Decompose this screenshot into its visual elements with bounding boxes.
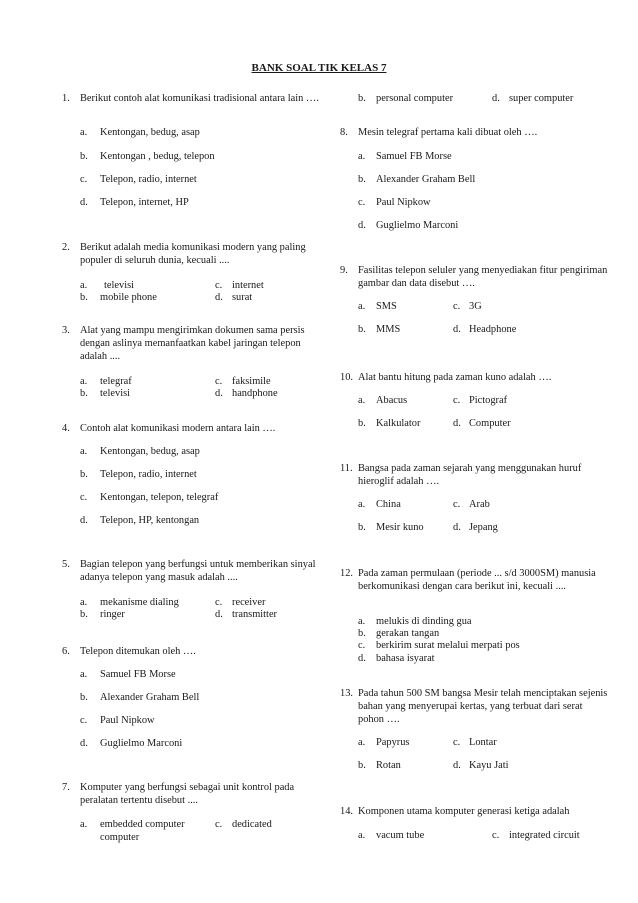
option-letter: a. (358, 151, 366, 162)
option-letter: a. (358, 499, 366, 510)
option-text: Telepon, radio, internet (100, 469, 197, 480)
option-text: Kentongan, bedug, asap (100, 127, 200, 138)
question-text: Pada tahun 500 SM bangsa Mesir telah menciptakan sejenis bahan yang menyerupai kertas, yang terbuat dari serat pohon …. (358, 688, 608, 725)
option-text: telegraf (100, 376, 132, 387)
option-text: Papyrus (376, 737, 410, 748)
option-text: mobile phone (100, 292, 157, 303)
option-text: mekanisme dialing (100, 597, 179, 608)
option-text: vacum tube (376, 830, 425, 841)
option-text: SMS (376, 301, 397, 312)
option-text: Arab (469, 499, 490, 510)
option-letter: b. (80, 692, 88, 703)
question-text: Komponen utama komputer generasi ketiga adalah (358, 806, 570, 817)
question-text: Bangsa pada zaman sejarah yang menggunakan huruf hieroglif adalah …. (358, 463, 582, 487)
option-text: Guglielmo Marconi (376, 220, 459, 231)
option-letter: d. (453, 760, 461, 771)
option-text: surat (232, 292, 253, 303)
question-text: Pada zaman permulaan (periode ... s/d 3000SM) manusia berkomunikasi dengan cara berikut ini, kecuali .... (358, 568, 596, 592)
option-text: Lontar (469, 737, 497, 748)
option-letter: d. (80, 515, 88, 526)
option-text: gerakan tangan (376, 628, 440, 639)
question-number: 14. (340, 806, 353, 817)
question-number: 5. (62, 559, 70, 570)
option-letter: c. (215, 280, 223, 291)
option-letter: d. (453, 522, 461, 533)
option-text: embedded computer computer (100, 819, 185, 843)
option-letter: b. (358, 324, 366, 335)
option-text: Guglielmo Marconi (100, 738, 183, 749)
option-letter: b. (358, 418, 366, 429)
option-text: super computer (509, 93, 574, 104)
question-text: Alat yang mampu mengirimkan dokumen sama persis dengan aslinya memanfaatkan kabel jaringan telepon adalah .... (80, 325, 305, 362)
option-text: Paul Nipkow (100, 715, 155, 726)
question-number: 6. (62, 646, 70, 657)
option-letter: d. (80, 738, 88, 749)
option-text: MMS (376, 324, 401, 335)
option-text: televisi (100, 388, 131, 399)
option-text: Telepon, radio, internet (100, 174, 197, 185)
option-letter: a. (80, 669, 88, 680)
option-letter: a. (358, 737, 366, 748)
option-text: China (376, 499, 401, 510)
option-letter: c. (80, 492, 88, 503)
option-letter: a. (80, 819, 88, 830)
option-text: Kalkulator (376, 418, 421, 429)
option-letter: c. (492, 830, 500, 841)
question-number: 4. (62, 423, 70, 434)
option-letter: b. (80, 609, 88, 620)
option-text: ringer (100, 609, 125, 620)
question-text: Mesin telegraf pertama kali dibuat oleh …. (358, 127, 538, 138)
option-text: Kayu Jati (469, 760, 509, 771)
option-letter: d. (358, 653, 366, 664)
option-text: Samuel FB Morse (376, 151, 452, 162)
option-text: Kentongan, telepon, telegraf (100, 492, 219, 503)
question-text: Berikut contoh alat komunikasi tradisional antara lain …. (80, 93, 319, 104)
option-letter: c. (453, 301, 461, 312)
option-letter: c. (80, 174, 88, 185)
option-letter: a. (80, 446, 88, 457)
option-letter: c. (215, 819, 223, 830)
option-letter: d. (492, 93, 500, 104)
option-letter: c. (453, 737, 461, 748)
option-letter: d. (215, 388, 223, 399)
option-text: Rotan (376, 760, 401, 771)
option-text: receiver (232, 597, 266, 608)
option-letter: a. (358, 616, 366, 627)
question-text: Berikut adalah media komunikasi modern yang paling populer di seluruh dunia, kecuali .... (80, 242, 306, 266)
option-letter: d. (80, 197, 88, 208)
option-letter: c. (453, 499, 461, 510)
option-letter: b. (358, 93, 366, 104)
option-letter: a. (358, 301, 366, 312)
option-letter: d. (453, 324, 461, 335)
option-text: melukis di dinding gua (376, 616, 472, 627)
option-letter: b. (80, 469, 88, 480)
option-text: dedicated (232, 819, 272, 830)
option-letter: b. (358, 628, 366, 639)
option-letter: b. (80, 388, 88, 399)
question-number: 13. (340, 688, 353, 699)
option-text: integrated circuit (509, 830, 580, 841)
option-text: internet (232, 280, 264, 291)
option-letter: b. (358, 522, 366, 533)
question-number: 8. (340, 127, 348, 138)
option-letter: d. (453, 418, 461, 429)
option-text: berkirim surat melalui merpati pos (376, 640, 520, 651)
option-letter: c. (358, 640, 366, 651)
question-text: Fasilitas telepon seluler yang menyediakan fitur pengiriman gambar dan data disebut …. (358, 265, 608, 289)
option-letter: a. (358, 830, 366, 841)
option-letter: c. (215, 597, 223, 608)
question-number: 12. (340, 568, 353, 579)
option-text: Samuel FB Morse (100, 669, 176, 680)
option-text: Alexander Graham Bell (376, 174, 476, 185)
option-letter: b. (358, 174, 366, 185)
question-text: Alat bantu hitung pada zaman kuno adalah …. (358, 372, 552, 383)
option-text: handphone (232, 388, 278, 399)
question-number: 11. (340, 463, 353, 474)
option-text: Paul Nipkow (376, 197, 431, 208)
option-text: Kentongan, bedug, asap (100, 446, 200, 457)
option-letter: c. (80, 715, 88, 726)
option-text: 3G (469, 301, 482, 312)
option-letter: d. (358, 220, 366, 231)
page-title: BANK SOAL TIK KELAS 7 (251, 62, 387, 74)
option-text: faksimile (232, 376, 271, 387)
option-letter: d. (215, 292, 223, 303)
option-text: televisi (104, 280, 135, 291)
option-text: personal computer (376, 93, 454, 104)
option-letter: a. (80, 280, 88, 291)
question-number: 3. (62, 325, 70, 336)
option-letter: c. (453, 395, 461, 406)
option-letter: b. (358, 760, 366, 771)
option-text: Telepon, internet, HP (100, 197, 189, 208)
option-letter: d. (215, 609, 223, 620)
question-number: 9. (340, 265, 348, 276)
option-text: Headphone (469, 324, 517, 335)
option-letter: c. (215, 376, 223, 387)
option-text: Alexander Graham Bell (100, 692, 200, 703)
question-number: 2. (62, 242, 70, 253)
option-letter: a. (80, 127, 88, 138)
option-text: Computer (469, 418, 511, 429)
option-text: Abacus (376, 395, 408, 406)
option-text: transmitter (232, 609, 278, 620)
option-text: Pictograf (469, 395, 508, 406)
option-letter: c. (358, 197, 366, 208)
option-text: Telepon, HP, kentongan (100, 515, 200, 526)
option-text: Jepang (469, 522, 498, 533)
option-letter: b. (80, 151, 88, 162)
option-letter: a. (80, 597, 88, 608)
question-text: Komputer yang berfungsi sebagai unit kontrol pada peralatan tertentu disebut .... (80, 782, 295, 806)
question-text: Bagian telepon yang berfungsi untuk memberikan sinyal adanya telepon yang masuk adalah .... (80, 559, 316, 583)
question-number: 10. (340, 372, 353, 383)
option-text: Kentongan , bedug, telepon (100, 151, 215, 162)
option-text: Mesir kuno (376, 522, 424, 533)
option-letter: a. (80, 376, 88, 387)
question-text: Telepon ditemukan oleh …. (80, 646, 196, 657)
question-number: 7. (62, 782, 70, 793)
option-letter: b. (80, 292, 88, 303)
option-text: bahasa isyarat (376, 653, 435, 664)
option-letter: a. (358, 395, 366, 406)
question-number: 1. (62, 93, 70, 104)
question-text: Contoh alat komunikasi modern antara lain …. (80, 423, 276, 434)
